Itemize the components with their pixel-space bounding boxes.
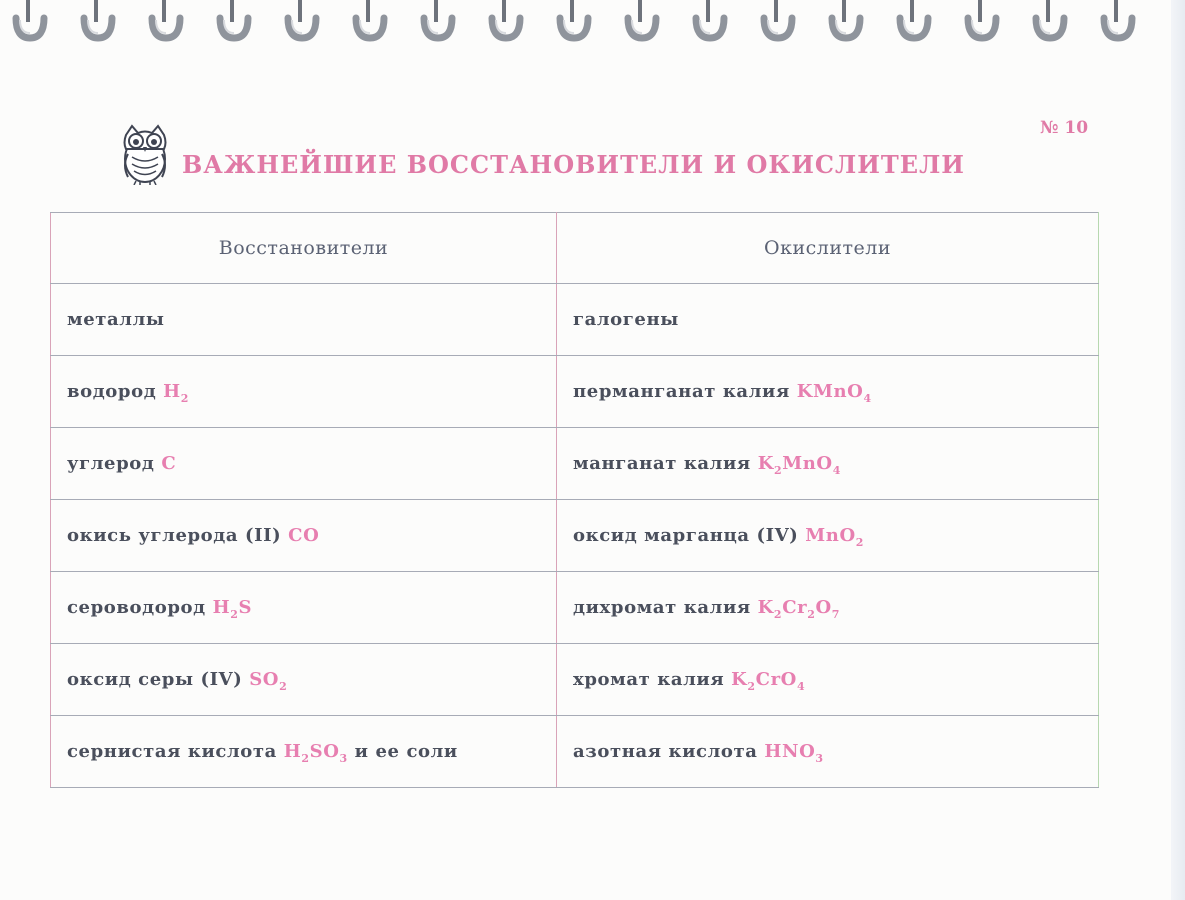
card-number: № 10: [1040, 118, 1089, 138]
owl-icon: [118, 121, 172, 185]
chemical-formula: [163, 381, 190, 405]
oxidizer-cell: [557, 644, 1099, 716]
spiral-binding-ring-icon: [288, 0, 316, 38]
spiral-binding-ring-icon: [1104, 0, 1132, 38]
formula-subscript: 3: [339, 752, 348, 765]
header-reducers: Восстановители: [51, 213, 557, 284]
spiral-binding-ring-icon: [968, 0, 996, 38]
spiral-binding: [0, 0, 1185, 48]
spiral-binding-ring-icon: [832, 0, 860, 38]
spiral-binding-ring-icon: [560, 0, 588, 38]
formula-symbol: HNO: [764, 741, 816, 762]
reducer-cell: [51, 500, 557, 572]
formula-symbol: SO: [249, 669, 280, 690]
chemical-formula: [731, 669, 806, 693]
formula-symbol: K: [757, 453, 774, 474]
reducer-cell: [51, 644, 557, 716]
oxidizer-cell: [557, 428, 1099, 500]
spiral-binding-ring-icon: [900, 0, 928, 38]
formula-symbol: Cr: [782, 597, 808, 618]
chemical-formula: [212, 597, 253, 621]
spiral-binding-ring-icon: [220, 0, 248, 38]
header-oxidizers: Окислители: [557, 213, 1099, 284]
formula-subscript: 2: [301, 752, 310, 765]
oxidizer-cell: [557, 500, 1099, 572]
chemical-formula: [283, 741, 348, 765]
substance-name: оксид серы (IV): [67, 669, 250, 690]
formula-symbol: H: [283, 741, 302, 762]
page-edge: [1171, 0, 1185, 900]
oxidizer-cell: [557, 284, 1099, 356]
table-row: [51, 428, 1099, 500]
formula-symbol: MnO: [782, 453, 833, 474]
formula-subscript: 2: [230, 608, 239, 621]
chemical-formula: [757, 597, 841, 621]
substance-name: манганат калия: [573, 453, 758, 474]
formula-symbol: CO: [288, 525, 320, 546]
formula-subscript: 2: [747, 680, 756, 693]
formula-subscript: 4: [832, 464, 841, 477]
table-row: [51, 284, 1099, 356]
spiral-binding-ring-icon: [84, 0, 112, 38]
formula-subscript: 2: [773, 464, 783, 477]
substance-name: хромат калия: [573, 669, 732, 690]
formula-subscript: 3: [815, 752, 824, 765]
substance-suffix: и ее соли: [347, 741, 458, 762]
formula-subscript: 7: [831, 608, 841, 621]
formula-symbol: S: [238, 597, 253, 618]
chemical-formula: [161, 453, 176, 474]
spiral-binding-ring-icon: [16, 0, 44, 38]
reducer-cell: [51, 572, 557, 644]
table-header-row: [51, 213, 1099, 284]
formula-subscript: 2: [180, 392, 190, 405]
spiral-binding-ring-icon: [492, 0, 520, 38]
substance-name: металлы: [67, 309, 165, 330]
formula-symbol: MnO: [805, 525, 856, 546]
formula-symbol: K: [731, 669, 748, 690]
reducer-cell: [51, 428, 557, 500]
formula-symbol: O: [815, 597, 832, 618]
substance-name: сероводород: [67, 597, 213, 618]
formula-symbol: KMnO: [796, 381, 864, 402]
chemical-formula: [249, 669, 288, 693]
formula-subscript: 2: [773, 608, 783, 621]
formula-symbol: H: [212, 597, 231, 618]
table-row: [51, 356, 1099, 428]
formula-symbol: K: [757, 597, 774, 618]
chemical-formula: [796, 381, 872, 405]
chemical-formula: [805, 525, 865, 549]
chemical-formula: [288, 525, 319, 546]
chemical-formula: [764, 741, 824, 765]
substance-name: сернистая кислота: [67, 741, 284, 762]
oxidizer-cell: [557, 572, 1099, 644]
reducer-cell: [51, 284, 557, 356]
spiral-binding-ring-icon: [1036, 0, 1064, 38]
reducer-cell: [51, 356, 557, 428]
reducer-cell: [51, 716, 557, 788]
chemical-formula: [757, 453, 841, 477]
formula-subscript: 4: [863, 392, 872, 405]
formula-subscript: 2: [807, 608, 816, 621]
substance-name: перманганат калия: [573, 381, 797, 402]
formula-subscript: 2: [279, 680, 288, 693]
formula-symbol: C: [161, 453, 177, 474]
oxidizer-cell: [557, 716, 1099, 788]
formula-subscript: 4: [796, 680, 806, 693]
spiral-binding-ring-icon: [696, 0, 724, 38]
table-row: [51, 572, 1099, 644]
substance-name: оксид марганца (IV): [573, 525, 806, 546]
formula-subscript: 2: [855, 536, 865, 549]
substance-name: галогены: [573, 309, 679, 330]
table-row: [51, 644, 1099, 716]
spiral-binding-ring-icon: [628, 0, 656, 38]
formula-symbol: CrO: [755, 669, 797, 690]
substance-name: азотная кислота: [573, 741, 765, 762]
substance-name: водород: [67, 381, 164, 402]
table-row: [51, 500, 1099, 572]
spiral-binding-ring-icon: [424, 0, 452, 38]
spiral-binding-ring-icon: [356, 0, 384, 38]
formula-symbol: SO: [309, 741, 340, 762]
page-title: ВАЖНЕЙШИЕ ВОССТАНОВИТЕЛИ И ОКИСЛИТЕЛИ: [182, 150, 965, 179]
reducers-oxidizers-table: [50, 212, 1099, 788]
formula-symbol: H: [163, 381, 181, 402]
substance-name: окись углерода (II): [67, 525, 289, 546]
table-row: [51, 716, 1099, 788]
substance-name: углерод: [67, 453, 162, 474]
spiral-binding-ring-icon: [152, 0, 180, 38]
spiral-binding-ring-icon: [764, 0, 792, 38]
oxidizer-cell: [557, 356, 1099, 428]
substance-name: дихромат калия: [573, 597, 758, 618]
